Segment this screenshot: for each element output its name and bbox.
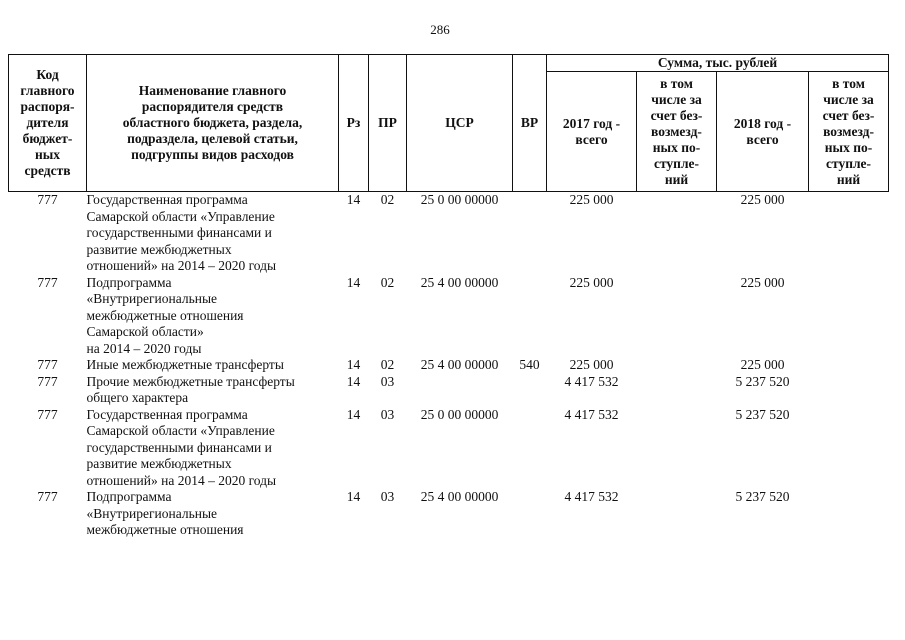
row-csr: 25 4 00 00000 bbox=[420, 489, 499, 504]
row-csr: 25 0 00 00000 bbox=[420, 406, 499, 422]
table-row bbox=[9, 357, 889, 374]
row-2018-total: 5 237 520 bbox=[735, 406, 790, 422]
row-2017-total: 4 417 532 bbox=[564, 489, 619, 504]
row-rz: 14 bbox=[346, 192, 361, 207]
row-2017-total: 225 000 bbox=[569, 192, 614, 207]
row-rz: 14 bbox=[346, 357, 361, 372]
row-rz: 14 bbox=[346, 406, 361, 422]
row-code: 777 bbox=[37, 192, 58, 207]
row-2017-free bbox=[637, 357, 717, 374]
row-csr bbox=[407, 374, 513, 407]
row-2018-total: 225 000 bbox=[740, 192, 785, 207]
row-2018-total: 5 237 520 bbox=[735, 489, 790, 504]
header-name: Наименование главного распорядителя средств областного бюджета, раздела, подраздела, целевой статьи, подгруппы видов расходов bbox=[87, 55, 339, 192]
row-pr: 03 bbox=[380, 489, 395, 504]
row-2018-free bbox=[809, 357, 889, 374]
row-code: 777 bbox=[37, 274, 58, 290]
row-2018-free bbox=[809, 192, 889, 275]
row-vr bbox=[513, 489, 547, 539]
row-rz: 14 bbox=[346, 373, 361, 389]
row-2018-total: 225 000 bbox=[740, 357, 785, 372]
table-row bbox=[9, 407, 889, 490]
row-pr: 02 bbox=[380, 357, 395, 372]
row-code: 777 bbox=[37, 357, 58, 372]
row-2017-free bbox=[637, 275, 717, 358]
row-2017-total: 4 417 532 bbox=[564, 373, 619, 389]
table-row bbox=[9, 374, 889, 407]
table-row bbox=[9, 489, 889, 539]
row-2017-total: 225 000 bbox=[569, 274, 614, 290]
row-name: Государственная программа Самарской области «Управление государственными финансами и развитие межбюджетных отношений» на 2014 – 2020 годы bbox=[86, 406, 277, 488]
row-2017-free bbox=[637, 489, 717, 539]
row-name: Подпрограмма «Внутрирегиональные межбюджетные отношения bbox=[86, 489, 244, 537]
table-row bbox=[9, 275, 889, 358]
row-2017-free bbox=[637, 192, 717, 275]
row-vr bbox=[513, 275, 547, 358]
table-body bbox=[9, 192, 889, 539]
header-rz: Рз bbox=[339, 55, 369, 192]
row-code: 777 bbox=[37, 489, 58, 504]
row-name: Иные межбюджетные трансферты bbox=[86, 357, 284, 372]
row-pr: 03 bbox=[380, 406, 395, 422]
row-code: 777 bbox=[37, 373, 58, 389]
row-2018-free bbox=[809, 275, 889, 358]
row-name: Государственная программа Самарской области «Управление государственными финансами и развитие межбюджетных отношений» на 2014 – 2020 годы bbox=[86, 192, 277, 273]
table-header bbox=[9, 55, 889, 192]
row-csr: 25 4 00 00000 bbox=[420, 274, 499, 290]
page-number: 286 bbox=[430, 22, 450, 37]
header-2018-total: 2018 год - всего bbox=[717, 72, 809, 192]
header-2018-free: в том числе за счет без- возмезд- ных по- ступле- ний bbox=[809, 72, 889, 192]
header-2017-total: 2017 год - всего bbox=[547, 72, 637, 192]
header-code: Код главного распоря- дителя бюджет- ных средств bbox=[9, 55, 87, 192]
row-name: Подпрограмма «Внутрирегиональные межбюджетные отношения Самарской области» на 2014 – 2020 годы bbox=[86, 274, 244, 356]
row-2018-free bbox=[809, 407, 889, 490]
row-2018-total: 5 237 520 bbox=[735, 373, 790, 389]
row-vr bbox=[513, 374, 547, 407]
header-vr: ВР bbox=[513, 55, 547, 192]
header-pr: ПР bbox=[369, 55, 407, 192]
row-2017-free bbox=[637, 407, 717, 490]
row-vr bbox=[513, 192, 547, 275]
row-2018-free bbox=[809, 489, 889, 539]
row-vr: 540 bbox=[519, 357, 540, 372]
row-2018-total: 225 000 bbox=[740, 274, 785, 290]
row-2017-total: 4 417 532 bbox=[564, 406, 619, 422]
row-csr: 25 4 00 00000 bbox=[420, 357, 499, 372]
row-pr: 02 bbox=[380, 274, 395, 290]
row-2017-total: 225 000 bbox=[569, 357, 614, 372]
row-pr: 03 bbox=[380, 373, 395, 389]
row-pr: 02 bbox=[380, 192, 395, 207]
row-2018-free bbox=[809, 374, 889, 407]
row-2017-free bbox=[637, 374, 717, 407]
row-code: 777 bbox=[37, 406, 58, 422]
table-row bbox=[9, 192, 889, 275]
header-2017-free: в том числе за счет без- возмезд- ных по- ступле- ний bbox=[637, 72, 717, 192]
row-rz: 14 bbox=[346, 489, 361, 504]
header-csr: ЦСР bbox=[407, 55, 513, 192]
row-csr: 25 0 00 00000 bbox=[420, 192, 499, 207]
row-vr bbox=[513, 407, 547, 490]
header-sum: Сумма, тыс. рублей bbox=[547, 55, 889, 72]
budget-table bbox=[8, 54, 889, 539]
row-name: Прочие межбюджетные трансферты общего характера bbox=[86, 373, 295, 405]
row-rz: 14 bbox=[346, 274, 361, 290]
